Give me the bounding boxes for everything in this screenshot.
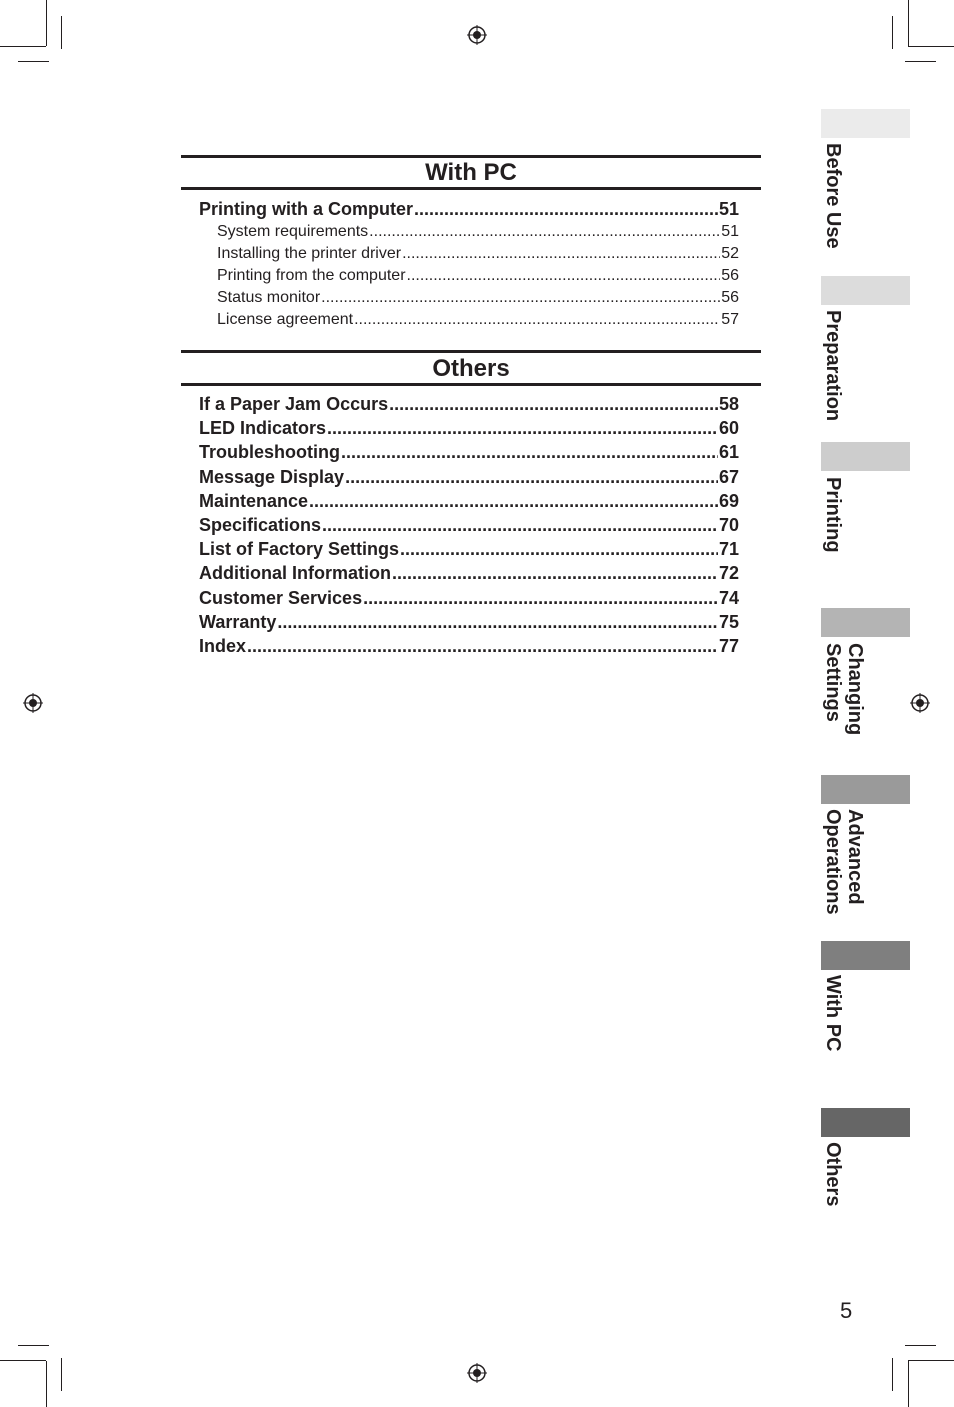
side-tab-before-use[interactable] [821, 109, 910, 138]
toc-entry[interactable] [199, 612, 739, 636]
toc-entry[interactable] [199, 267, 739, 289]
registration-mark-icon [23, 693, 43, 713]
section-heading [181, 350, 761, 386]
side-tab-printing[interactable] [821, 442, 910, 471]
toc-entry-page: 52 [721, 245, 739, 263]
toc-entry-label: Index [199, 635, 247, 656]
side-tab-label: Preparation [822, 310, 844, 422]
leader-dots [309, 491, 718, 512]
toc-entry-label: Printing from the computer [217, 267, 406, 285]
toc-entry-page: 51 [718, 199, 739, 219]
crop-mark [908, 0, 909, 46]
crop-mark [908, 1361, 909, 1407]
leader-dots [407, 267, 721, 285]
leader-dots [345, 467, 718, 488]
crop-mark [908, 1360, 954, 1361]
toc-entry-page: 72 [718, 563, 739, 584]
leader-dots [414, 199, 718, 220]
toc-entry[interactable] [199, 442, 739, 466]
section-title: Others [432, 355, 510, 382]
side-tab-others[interactable] [821, 1108, 910, 1137]
toc-entry[interactable] [199, 563, 739, 587]
toc-entry-label: Message Display [199, 466, 345, 487]
leader-dots [389, 394, 718, 415]
registration-mark-icon [467, 1363, 487, 1383]
toc-entry-page: 77 [718, 635, 739, 656]
crop-mark [61, 16, 62, 49]
toc-entry-label: Additional Information [199, 563, 391, 584]
leader-dots [354, 311, 720, 329]
crop-mark [905, 61, 936, 62]
side-tab-with-pc[interactable] [821, 941, 910, 970]
side-tab-preparation[interactable] [821, 276, 910, 305]
toc-entry-page: 60 [718, 418, 739, 439]
section-heading [181, 155, 761, 190]
toc-entry-page: 56 [721, 267, 739, 285]
toc-entry[interactable] [199, 289, 739, 311]
toc-entry[interactable] [199, 515, 739, 539]
toc-entry-page: 58 [718, 394, 739, 414]
leader-dots [402, 245, 720, 263]
toc-entry[interactable] [199, 467, 739, 491]
toc-entry-page: 70 [718, 514, 739, 535]
toc-entry-label: Troubleshooting [199, 442, 340, 463]
toc-entry[interactable] [199, 311, 739, 333]
toc-entry-label: Maintenance [199, 490, 309, 511]
toc-entry-label: Installing the printer driver [217, 245, 402, 263]
crop-mark [892, 1358, 893, 1391]
leader-dots [400, 539, 718, 560]
toc-entry-label: System requirements [217, 223, 369, 241]
side-tab-advanced-operations[interactable] [821, 775, 910, 804]
crop-mark [905, 1345, 936, 1346]
toc-entry-page: 51 [721, 223, 739, 241]
crop-mark [61, 1358, 62, 1391]
crop-mark [908, 46, 954, 47]
toc-entry-page: 67 [718, 466, 739, 487]
toc-entry-label: License agreement [217, 311, 354, 329]
toc-entry-page: 57 [721, 311, 739, 329]
toc-entry-label: Customer Services [199, 587, 363, 608]
leader-dots [392, 563, 718, 584]
toc-list [199, 394, 739, 660]
toc-entry[interactable] [199, 245, 739, 267]
toc-entry-label: Printing with a Computer [199, 199, 413, 219]
side-tab-label: With PC [822, 975, 844, 1052]
toc-entry[interactable] [199, 636, 739, 660]
crop-mark [46, 1361, 47, 1407]
toc-entry-label: Warranty [199, 611, 277, 632]
side-tab-label: Changing Settings [822, 643, 866, 736]
side-tab-label: Printing [822, 477, 844, 553]
toc-entry[interactable] [199, 418, 739, 442]
toc-entry-page: 75 [718, 611, 739, 632]
crop-mark [18, 61, 49, 62]
toc-entry-label: Status monitor [217, 289, 321, 307]
toc-entry[interactable] [199, 588, 739, 612]
toc-entry[interactable] [199, 199, 739, 223]
toc-entry-page: 74 [718, 587, 739, 608]
leader-dots [321, 289, 720, 307]
side-tab-label: Before Use [822, 143, 844, 249]
side-tab-changing-settings[interactable] [821, 608, 910, 637]
side-tab-label: Others [822, 1142, 844, 1207]
registration-mark-icon [467, 25, 487, 45]
page-number: 5 [840, 1298, 853, 1323]
crop-mark [0, 1360, 46, 1361]
side-tab-label: Advanced Operations [822, 809, 866, 915]
leader-dots [247, 636, 718, 657]
crop-mark [18, 1345, 49, 1346]
leader-dots [341, 442, 718, 463]
toc-list [199, 199, 739, 333]
toc-entry[interactable] [199, 539, 739, 563]
toc-entry[interactable] [199, 223, 739, 245]
crop-mark [46, 0, 47, 46]
toc-entry-label: Specifications [199, 514, 322, 535]
toc-entry-label: List of Factory Settings [199, 539, 400, 560]
leader-dots [369, 223, 720, 241]
leader-dots [327, 418, 718, 439]
toc-entry-page: 56 [721, 289, 739, 307]
crop-mark [0, 46, 46, 47]
toc-entry[interactable] [199, 491, 739, 515]
registration-mark-icon [910, 693, 930, 713]
crop-mark [892, 16, 893, 49]
leader-dots [363, 588, 718, 609]
toc-entry-page: 61 [718, 442, 739, 463]
leader-dots [322, 515, 718, 536]
toc-entry-page: 69 [718, 490, 739, 511]
toc-entry-label: If a Paper Jam Occurs [199, 394, 389, 414]
toc-entry-page: 71 [718, 539, 739, 560]
leader-dots [277, 612, 718, 633]
section-title: With PC [425, 159, 517, 186]
toc-entry-label: LED Indicators [199, 418, 327, 439]
toc-entry[interactable] [199, 394, 739, 418]
